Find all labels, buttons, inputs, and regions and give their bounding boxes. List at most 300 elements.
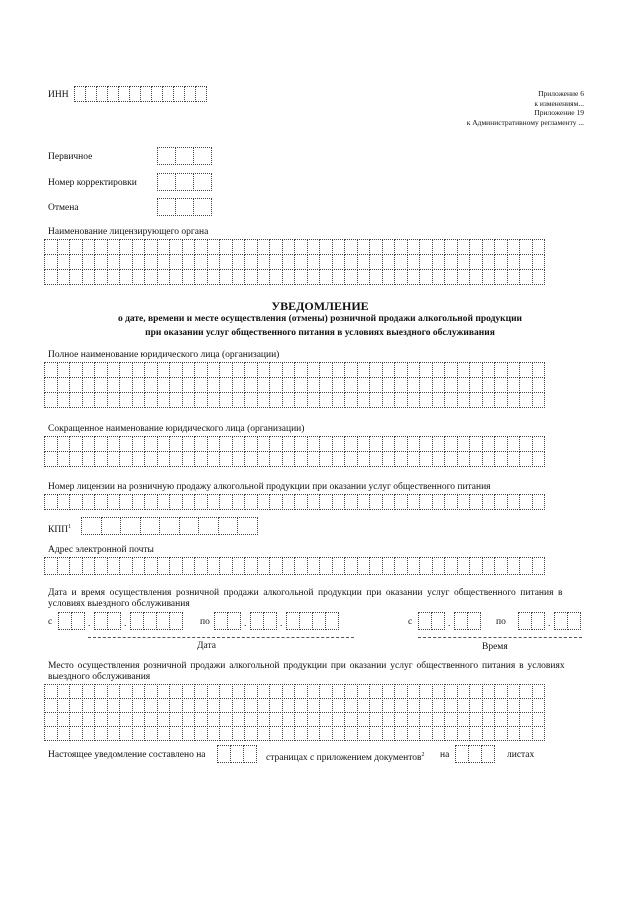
input-cell[interactable] <box>244 726 258 741</box>
input-cell[interactable] <box>407 269 421 285</box>
input-cell[interactable] <box>344 557 358 575</box>
input-cell[interactable] <box>107 684 121 699</box>
input-cell[interactable] <box>419 712 433 727</box>
input-cell[interactable] <box>494 377 508 393</box>
input-cell[interactable] <box>132 362 146 378</box>
input-cell[interactable] <box>519 392 533 408</box>
input-cell[interactable] <box>169 269 183 285</box>
input-cell[interactable] <box>282 698 296 713</box>
input-cell[interactable] <box>382 698 396 713</box>
input-cell[interactable] <box>194 269 208 285</box>
input-cell[interactable] <box>157 254 171 270</box>
input-cell[interactable] <box>269 557 283 575</box>
input-cell[interactable] <box>332 254 346 270</box>
input-cell[interactable] <box>519 451 533 467</box>
input-cell[interactable] <box>120 517 141 535</box>
input-cell[interactable] <box>419 436 433 452</box>
input-cell[interactable] <box>94 712 108 727</box>
input-cell[interactable] <box>159 517 180 535</box>
input-cell[interactable] <box>82 557 96 575</box>
input-cell[interactable] <box>468 745 482 763</box>
input-cell[interactable] <box>369 362 383 378</box>
input-cell[interactable] <box>130 612 144 630</box>
input-cell[interactable] <box>232 269 246 285</box>
input-cell[interactable] <box>132 239 146 255</box>
authority-grid[interactable] <box>44 239 544 285</box>
input-cell[interactable] <box>282 684 296 699</box>
input-cell[interactable] <box>219 436 233 452</box>
input-cell[interactable] <box>232 451 246 467</box>
date-from-year[interactable] <box>130 612 182 630</box>
input-cell[interactable] <box>269 712 283 727</box>
input-cell[interactable] <box>519 698 533 713</box>
input-cell[interactable] <box>144 392 158 408</box>
input-cell[interactable] <box>244 362 258 378</box>
input-cell[interactable] <box>382 684 396 699</box>
input-cell[interactable] <box>44 698 58 713</box>
input-cell[interactable] <box>332 698 346 713</box>
input-cell[interactable] <box>107 269 121 285</box>
input-cell[interactable] <box>182 239 196 255</box>
input-cell[interactable] <box>157 377 171 393</box>
input-cell[interactable] <box>257 269 271 285</box>
input-cell[interactable] <box>394 377 408 393</box>
input-cell[interactable] <box>232 557 246 575</box>
input-cell[interactable] <box>132 684 146 699</box>
input-cell[interactable] <box>57 269 71 285</box>
input-cell[interactable] <box>357 684 371 699</box>
input-cell[interactable] <box>369 698 383 713</box>
input-cell[interactable] <box>94 436 108 452</box>
correction-field[interactable] <box>157 173 211 191</box>
input-cell[interactable] <box>507 392 521 408</box>
input-cell[interactable] <box>507 557 521 575</box>
input-cell[interactable] <box>169 392 183 408</box>
input-cell[interactable] <box>369 377 383 393</box>
input-cell[interactable] <box>344 684 358 699</box>
input-cell[interactable] <box>94 254 108 270</box>
input-cell[interactable] <box>332 269 346 285</box>
input-cell[interactable] <box>257 726 271 741</box>
input-cell[interactable] <box>419 254 433 270</box>
input-cell[interactable] <box>219 494 233 510</box>
input-cell[interactable] <box>369 392 383 408</box>
input-cell[interactable] <box>194 712 208 727</box>
input-cell[interactable] <box>269 494 283 510</box>
input-cell[interactable] <box>232 254 246 270</box>
input-cell[interactable] <box>195 86 207 102</box>
input-cell[interactable] <box>214 612 228 630</box>
input-cell[interactable] <box>169 712 183 727</box>
input-cell[interactable] <box>444 726 458 741</box>
input-cell[interactable] <box>444 269 458 285</box>
input-cell[interactable] <box>169 377 183 393</box>
input-cell[interactable] <box>175 173 194 191</box>
input-cell[interactable] <box>219 254 233 270</box>
input-cell[interactable] <box>282 269 296 285</box>
input-cell[interactable] <box>207 726 221 741</box>
input-cell[interactable] <box>282 557 296 575</box>
input-cell[interactable] <box>244 436 258 452</box>
input-cell[interactable] <box>532 726 546 741</box>
input-cell[interactable] <box>394 494 408 510</box>
sheets-count-field[interactable] <box>455 745 494 763</box>
input-cell[interactable] <box>107 557 121 575</box>
input-cell[interactable] <box>532 712 546 727</box>
input-cell[interactable] <box>457 557 471 575</box>
input-cell[interactable] <box>444 362 458 378</box>
input-cell[interactable] <box>269 684 283 699</box>
input-cell[interactable] <box>457 451 471 467</box>
input-cell[interactable] <box>94 612 108 630</box>
input-cell[interactable] <box>107 612 121 630</box>
input-cell[interactable] <box>182 436 196 452</box>
input-cell[interactable] <box>407 377 421 393</box>
input-cell[interactable] <box>107 239 121 255</box>
input-cell[interactable] <box>57 239 71 255</box>
input-cell[interactable] <box>207 362 221 378</box>
input-cell[interactable] <box>382 557 396 575</box>
input-cell[interactable] <box>269 269 283 285</box>
input-cell[interactable] <box>157 198 176 216</box>
input-cell[interactable] <box>282 712 296 727</box>
input-cell[interactable] <box>207 684 221 699</box>
input-cell[interactable] <box>369 254 383 270</box>
input-cell[interactable] <box>144 436 158 452</box>
input-cell[interactable] <box>169 698 183 713</box>
input-cell[interactable] <box>469 436 483 452</box>
input-cell[interactable] <box>82 436 96 452</box>
input-cell[interactable] <box>419 494 433 510</box>
input-cell[interactable] <box>94 557 108 575</box>
input-cell[interactable] <box>407 362 421 378</box>
input-cell[interactable] <box>494 362 508 378</box>
input-cell[interactable] <box>94 269 108 285</box>
input-cell[interactable] <box>282 494 296 510</box>
input-cell[interactable] <box>407 494 421 510</box>
input-cell[interactable] <box>369 557 383 575</box>
input-cell[interactable] <box>519 239 533 255</box>
input-cell[interactable] <box>457 377 471 393</box>
input-cell[interactable] <box>282 254 296 270</box>
input-cell[interactable] <box>257 254 271 270</box>
date-from-month[interactable] <box>94 612 120 630</box>
input-cell[interactable] <box>207 712 221 727</box>
input-cell[interactable] <box>244 377 258 393</box>
input-cell[interactable] <box>282 392 296 408</box>
input-cell[interactable] <box>369 239 383 255</box>
input-cell[interactable] <box>244 451 258 467</box>
input-cell[interactable] <box>44 269 58 285</box>
input-cell[interactable] <box>230 745 244 763</box>
input-cell[interactable] <box>132 254 146 270</box>
input-cell[interactable] <box>532 269 546 285</box>
input-cell[interactable] <box>44 392 58 408</box>
input-cell[interactable] <box>169 362 183 378</box>
input-cell[interactable] <box>269 451 283 467</box>
input-cell[interactable] <box>519 377 533 393</box>
input-cell[interactable] <box>444 451 458 467</box>
input-cell[interactable] <box>82 392 96 408</box>
input-cell[interactable] <box>344 377 358 393</box>
input-cell[interactable] <box>94 494 108 510</box>
primary-field[interactable] <box>157 147 211 165</box>
input-cell[interactable] <box>307 726 321 741</box>
input-cell[interactable] <box>57 377 71 393</box>
time-from-hours[interactable] <box>418 612 444 630</box>
input-cell[interactable] <box>494 392 508 408</box>
input-cell[interactable] <box>457 269 471 285</box>
input-cell[interactable] <box>69 392 83 408</box>
input-cell[interactable] <box>294 436 308 452</box>
input-cell[interactable] <box>207 557 221 575</box>
input-cell[interactable] <box>332 726 346 741</box>
input-cell[interactable] <box>467 612 481 630</box>
date-to-year[interactable] <box>286 612 338 630</box>
input-cell[interactable] <box>382 451 396 467</box>
input-cell[interactable] <box>419 377 433 393</box>
input-cell[interactable] <box>469 377 483 393</box>
input-cell[interactable] <box>244 239 258 255</box>
input-cell[interactable] <box>325 612 339 630</box>
input-cell[interactable] <box>232 712 246 727</box>
input-cell[interactable] <box>357 436 371 452</box>
input-cell[interactable] <box>182 557 196 575</box>
input-cell[interactable] <box>219 239 233 255</box>
input-cell[interactable] <box>269 377 283 393</box>
input-cell[interactable] <box>482 451 496 467</box>
input-cell[interactable] <box>344 712 358 727</box>
input-cell[interactable] <box>107 377 121 393</box>
input-cell[interactable] <box>532 362 546 378</box>
input-cell[interactable] <box>69 377 83 393</box>
input-cell[interactable] <box>444 392 458 408</box>
input-cell[interactable] <box>175 198 194 216</box>
input-cell[interactable] <box>143 612 157 630</box>
input-cell[interactable] <box>182 269 196 285</box>
input-cell[interactable] <box>182 698 196 713</box>
input-cell[interactable] <box>507 726 521 741</box>
input-cell[interactable] <box>344 451 358 467</box>
input-cell[interactable] <box>369 494 383 510</box>
input-cell[interactable] <box>532 377 546 393</box>
input-cell[interactable] <box>307 494 321 510</box>
input-cell[interactable] <box>157 239 171 255</box>
input-cell[interactable] <box>332 392 346 408</box>
input-cell[interactable] <box>132 451 146 467</box>
input-cell[interactable] <box>432 451 446 467</box>
input-cell[interactable] <box>232 377 246 393</box>
input-cell[interactable] <box>157 494 171 510</box>
input-cell[interactable] <box>407 451 421 467</box>
input-cell[interactable] <box>157 436 171 452</box>
input-cell[interactable] <box>82 494 96 510</box>
input-cell[interactable] <box>432 726 446 741</box>
input-cell[interactable] <box>494 254 508 270</box>
input-cell[interactable] <box>157 712 171 727</box>
input-cell[interactable] <box>69 362 83 378</box>
input-cell[interactable] <box>44 362 58 378</box>
input-cell[interactable] <box>57 392 71 408</box>
input-cell[interactable] <box>257 377 271 393</box>
input-cell[interactable] <box>269 436 283 452</box>
input-cell[interactable] <box>394 698 408 713</box>
input-cell[interactable] <box>494 239 508 255</box>
input-cell[interactable] <box>532 494 546 510</box>
input-cell[interactable] <box>518 612 532 630</box>
input-cell[interactable] <box>140 517 161 535</box>
input-cell[interactable] <box>119 726 133 741</box>
input-cell[interactable] <box>344 239 358 255</box>
input-cell[interactable] <box>107 254 121 270</box>
input-cell[interactable] <box>344 392 358 408</box>
input-cell[interactable] <box>282 362 296 378</box>
input-cell[interactable] <box>175 147 194 165</box>
input-cell[interactable] <box>69 239 83 255</box>
input-cell[interactable] <box>179 517 200 535</box>
input-cell[interactable] <box>332 239 346 255</box>
input-cell[interactable] <box>444 698 458 713</box>
date-to-month[interactable] <box>250 612 276 630</box>
input-cell[interactable] <box>444 239 458 255</box>
input-cell[interactable] <box>44 239 58 255</box>
input-cell[interactable] <box>382 362 396 378</box>
input-cell[interactable] <box>482 698 496 713</box>
input-cell[interactable] <box>332 712 346 727</box>
input-cell[interactable] <box>519 362 533 378</box>
input-cell[interactable] <box>57 362 71 378</box>
input-cell[interactable] <box>519 712 533 727</box>
input-cell[interactable] <box>232 392 246 408</box>
input-cell[interactable] <box>156 612 170 630</box>
input-cell[interactable] <box>357 726 371 741</box>
input-cell[interactable] <box>394 254 408 270</box>
input-cell[interactable] <box>444 254 458 270</box>
input-cell[interactable] <box>94 684 108 699</box>
input-cell[interactable] <box>519 557 533 575</box>
input-cell[interactable] <box>57 726 71 741</box>
input-cell[interactable] <box>144 239 158 255</box>
input-cell[interactable] <box>457 726 471 741</box>
input-cell[interactable] <box>194 451 208 467</box>
input-cell[interactable] <box>257 239 271 255</box>
input-cell[interactable] <box>507 494 521 510</box>
input-cell[interactable] <box>257 451 271 467</box>
input-cell[interactable] <box>144 712 158 727</box>
input-cell[interactable] <box>132 726 146 741</box>
input-cell[interactable] <box>482 726 496 741</box>
input-cell[interactable] <box>157 451 171 467</box>
input-cell[interactable] <box>101 517 122 535</box>
input-cell[interactable] <box>319 377 333 393</box>
input-cell[interactable] <box>269 726 283 741</box>
input-cell[interactable] <box>469 239 483 255</box>
input-cell[interactable] <box>507 451 521 467</box>
input-cell[interactable] <box>69 712 83 727</box>
input-cell[interactable] <box>457 392 471 408</box>
input-cell[interactable] <box>494 494 508 510</box>
input-cell[interactable] <box>244 254 258 270</box>
input-cell[interactable] <box>119 239 133 255</box>
input-cell[interactable] <box>107 698 121 713</box>
input-cell[interactable] <box>344 269 358 285</box>
input-cell[interactable] <box>419 392 433 408</box>
input-cell[interactable] <box>519 494 533 510</box>
input-cell[interactable] <box>207 494 221 510</box>
input-cell[interactable] <box>219 684 233 699</box>
input-cell[interactable] <box>44 254 58 270</box>
input-cell[interactable] <box>182 494 196 510</box>
input-cell[interactable] <box>494 698 508 713</box>
input-cell[interactable] <box>282 726 296 741</box>
input-cell[interactable] <box>69 451 83 467</box>
input-cell[interactable] <box>382 254 396 270</box>
input-cell[interactable] <box>182 712 196 727</box>
input-cell[interactable] <box>82 377 96 393</box>
input-cell[interactable] <box>494 451 508 467</box>
input-cell[interactable] <box>257 362 271 378</box>
input-cell[interactable] <box>419 362 433 378</box>
input-cell[interactable] <box>319 254 333 270</box>
input-cell[interactable] <box>319 712 333 727</box>
input-cell[interactable] <box>294 684 308 699</box>
input-cell[interactable] <box>82 726 96 741</box>
input-cell[interactable] <box>507 269 521 285</box>
input-cell[interactable] <box>357 451 371 467</box>
input-cell[interactable] <box>218 517 239 535</box>
input-cell[interactable] <box>194 239 208 255</box>
input-cell[interactable] <box>219 269 233 285</box>
input-cell[interactable] <box>319 239 333 255</box>
input-cell[interactable] <box>107 712 121 727</box>
input-cell[interactable] <box>382 494 396 510</box>
input-cell[interactable] <box>169 451 183 467</box>
input-cell[interactable] <box>257 494 271 510</box>
input-cell[interactable] <box>269 392 283 408</box>
input-cell[interactable] <box>554 612 568 630</box>
input-cell[interactable] <box>69 698 83 713</box>
input-cell[interactable] <box>257 684 271 699</box>
input-cell[interactable] <box>82 451 96 467</box>
input-cell[interactable] <box>294 451 308 467</box>
input-cell[interactable] <box>519 254 533 270</box>
input-cell[interactable] <box>182 726 196 741</box>
input-cell[interactable] <box>194 436 208 452</box>
input-cell[interactable] <box>144 684 158 699</box>
input-cell[interactable] <box>482 494 496 510</box>
input-cell[interactable] <box>454 612 468 630</box>
input-cell[interactable] <box>82 684 96 699</box>
input-cell[interactable] <box>444 712 458 727</box>
input-cell[interactable] <box>182 377 196 393</box>
input-cell[interactable] <box>419 684 433 699</box>
input-cell[interactable] <box>455 745 469 763</box>
input-cell[interactable] <box>44 436 58 452</box>
input-cell[interactable] <box>82 254 96 270</box>
input-cell[interactable] <box>169 436 183 452</box>
input-cell[interactable] <box>382 377 396 393</box>
input-cell[interactable] <box>282 377 296 393</box>
input-cell[interactable] <box>407 254 421 270</box>
input-cell[interactable] <box>132 377 146 393</box>
short-name-grid[interactable] <box>44 436 544 467</box>
input-cell[interactable] <box>57 684 71 699</box>
input-cell[interactable] <box>457 684 471 699</box>
input-cell[interactable] <box>432 436 446 452</box>
input-cell[interactable] <box>144 451 158 467</box>
input-cell[interactable] <box>107 362 121 378</box>
input-cell[interactable] <box>119 684 133 699</box>
